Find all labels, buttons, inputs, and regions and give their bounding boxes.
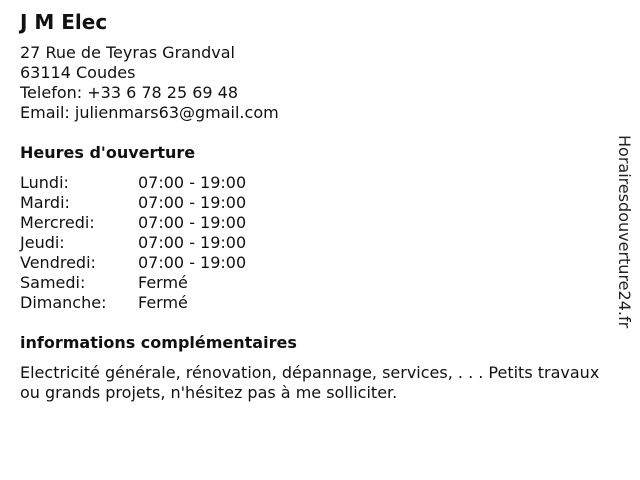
hours-time: Fermé: [138, 293, 188, 312]
business-card: [20, 10, 610, 403]
hours-time: 07:00 - 19:00: [138, 173, 247, 192]
hours-day: Mardi:: [20, 193, 70, 212]
opening-hours-list: [20, 173, 610, 313]
hours-row-sunday: [20, 293, 610, 313]
phone-line: Telefon: +33 6 78 25 69 48: [20, 83, 239, 102]
hours-time: Fermé: [138, 273, 188, 292]
hours-row-friday: [20, 253, 610, 273]
site-brand-vertical: Horairesdouverture24.fr: [615, 135, 634, 329]
address-line-2: 63114 Coudes: [20, 63, 136, 82]
hours-row-monday: [20, 173, 610, 193]
hours-time: 07:00 - 19:00: [138, 213, 247, 232]
hours-day: Jeudi:: [20, 233, 65, 252]
hours-day: Mercredi:: [20, 213, 95, 232]
hours-time: 07:00 - 19:00: [138, 233, 247, 252]
address-line-1: 27 Rue de Teyras Grandval: [20, 43, 235, 62]
hours-day: Samedi:: [20, 273, 86, 292]
hours-day: Lundi:: [20, 173, 69, 192]
additional-info-title: informations complémentaires: [20, 333, 297, 352]
email-line: Email: julienmars63@gmail.com: [20, 103, 279, 122]
additional-info-text: Electricité générale, rénovation, dépannage, services, . . . Petits travaux ou grands projets, n'hésitez pas à me solliciter.: [20, 363, 600, 402]
hours-day: Dimanche:: [20, 293, 107, 312]
business-name: J M Elec: [20, 10, 108, 34]
hours-time: 07:00 - 19:00: [138, 193, 247, 212]
opening-hours-title: Heures d'ouverture: [20, 143, 196, 162]
hours-row-tuesday: [20, 193, 610, 213]
hours-row-thursday: [20, 233, 610, 253]
hours-time: 07:00 - 19:00: [138, 253, 247, 272]
hours-day: Vendredi:: [20, 253, 96, 272]
hours-row-wednesday: [20, 213, 610, 233]
hours-row-saturday: [20, 273, 610, 293]
